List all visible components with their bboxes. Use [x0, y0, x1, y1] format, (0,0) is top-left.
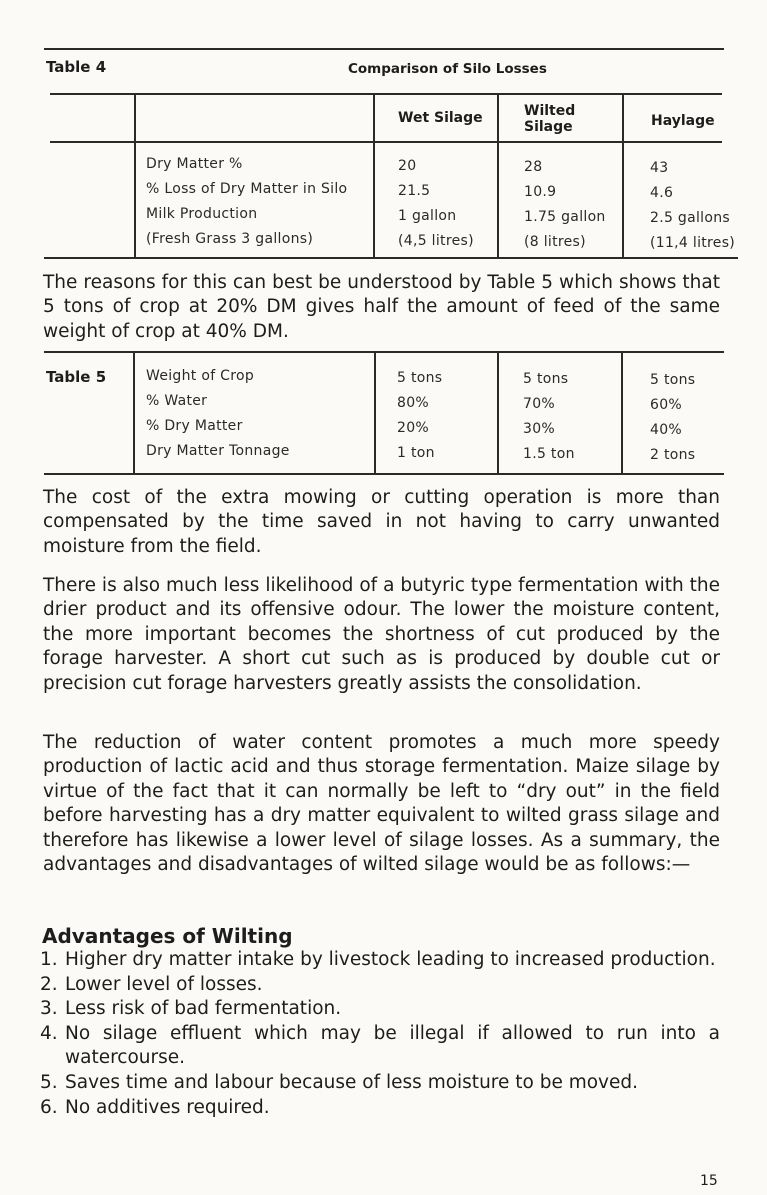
list-item: 4. No silage effluent which may be illegal if allowed to run into a watercourse.	[40, 1022, 720, 1069]
list-item: 6. No additives required.	[40, 1096, 270, 1118]
list-item: 5. Saves time and labour because of less moisture to be moved.	[40, 1071, 639, 1093]
table5-col-divider	[497, 351, 499, 473]
table4-row-label: Milk Production	[146, 206, 258, 222]
table5-label: Table 5	[46, 368, 107, 386]
list-item: 3. Less risk of bad fermentation.	[40, 998, 342, 1020]
table5-row-label: Dry Matter Tonnage	[146, 443, 290, 459]
body-paragraph: There is also much less likelihood of a butyric type fermentation with the drier product and its offensive odour. The lower the moisture content, the more important becomes the shortness of cut produced by the forage harvester. A short cut such as is produced by double cut or precision cut forage harvesters greatly assists the consolidation.	[43, 575, 720, 694]
table5-cell: 5 tons	[397, 370, 443, 386]
table5-cell: 30%	[523, 421, 556, 437]
table4-top-rule	[44, 48, 724, 50]
body-paragraph: The reasons for this can best be understood by Table 5 which shows that 5 tons of crop at 20% DM gives half the amount of feed of the same weight of crop at 40% DM.	[43, 272, 720, 342]
list-item: 2. Lower level of losses.	[40, 973, 263, 995]
page-number: 15	[700, 1173, 718, 1189]
table5-cell: 1 ton	[397, 445, 435, 461]
table5-cell: 5 tons	[650, 372, 696, 388]
table4-row-label: % Loss of Dry Matter in Silo	[146, 181, 348, 197]
table4-col-divider	[622, 93, 624, 257]
table4-row-label: Dry Matter %	[146, 156, 243, 172]
table4-label: Table 4	[46, 58, 107, 76]
table4-column-header: Wet Silage	[398, 110, 483, 126]
body-paragraph: The cost of the extra mowing or cutting operation is more than compensated by the time saved in not having to carry unwanted moisture from the field.	[43, 487, 720, 557]
table5-cell: 20%	[397, 420, 430, 436]
list-item: 1. Higher dry matter intake by livestock leading to increased production.	[40, 949, 716, 970]
table4-title: Comparison of Silo Losses	[348, 61, 547, 77]
section-heading: Advantages of Wilting	[42, 924, 293, 948]
table4-cell: (8 litres)	[524, 234, 586, 250]
table4-cell: 21.5	[398, 183, 431, 199]
table5-col-divider	[621, 351, 623, 473]
table5-row-label: % Dry Matter	[146, 418, 243, 434]
table4-bottom-rule	[44, 257, 738, 259]
table4-cell: 2.5 gallons	[650, 210, 730, 226]
advantages-list	[40, 948, 720, 1120]
table5-cell: 70%	[523, 396, 556, 412]
table5-cell: 2 tons	[650, 447, 696, 463]
table5-cell: 80%	[397, 395, 430, 411]
table4-col-divider	[373, 93, 375, 257]
table4-cell: 28	[524, 159, 543, 175]
table4-cell: (4,5 litres)	[398, 233, 474, 249]
table5-row-label: Weight of Crop	[146, 368, 255, 384]
table4-col-divider	[134, 93, 136, 257]
table4-column-header: Wilted Silage	[524, 103, 576, 135]
table5-cell: 60%	[650, 397, 683, 413]
body-paragraph: The reduction of water content promotes a much more speedy production of lactic acid and thus storage fermentation. Maize silage by virtue of the fact that it can normally be left to “dry out” in the field before harvesting has a dry matter equivalent to wilted grass silage and therefore has likewise a lower level of silage losses. As a summary, the advantages and disadvantages of wilted silage would be as follows:—	[43, 732, 720, 876]
table4-col-divider	[497, 93, 499, 257]
table5-cell: 40%	[650, 422, 683, 438]
table5-bottom-rule	[44, 473, 724, 475]
table4-column-header: Haylage	[651, 113, 715, 129]
table5-cell: 1.5 ton	[523, 446, 575, 462]
table4-cell: (11,4 litres)	[650, 235, 736, 251]
table4-cell: 1 gallon	[398, 208, 457, 224]
table4-cell: 1.75 gallon	[524, 209, 606, 225]
table4-cell: 20	[398, 158, 417, 174]
table4-row-label: (Fresh Grass 3 gallons)	[146, 231, 314, 247]
table5-col-divider	[374, 351, 376, 473]
table4-cell: 4.6	[650, 185, 674, 201]
table5-row-label: % Water	[146, 393, 208, 409]
table4-cell: 43	[650, 160, 669, 176]
table4-cell: 10.9	[524, 184, 557, 200]
table5-col-divider	[133, 351, 135, 473]
table5-cell: 5 tons	[523, 371, 569, 387]
